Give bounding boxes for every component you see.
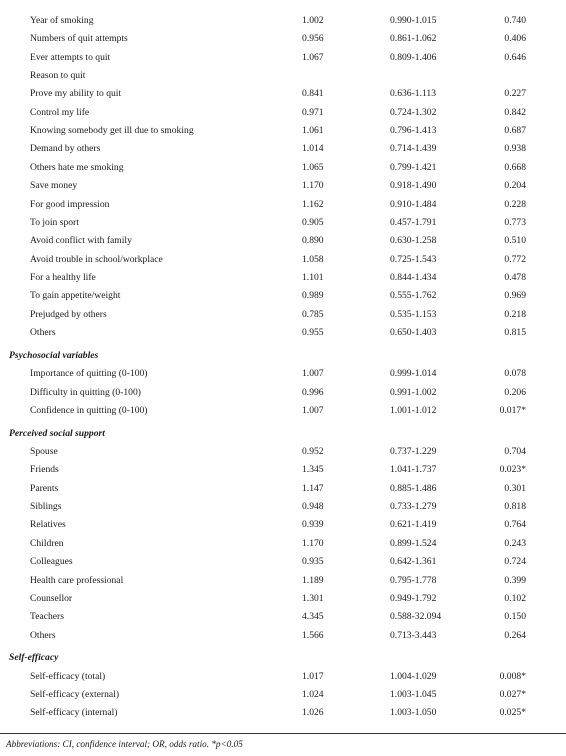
- table-row: [0, 124, 566, 138]
- p-value-cell: 0.687: [504, 125, 526, 137]
- row-label: Prejudged by others: [30, 308, 107, 320]
- row-label: Avoid conflict with family: [30, 235, 132, 247]
- odds-ratio-cell: 1.014: [302, 143, 324, 155]
- table-row: [0, 404, 566, 418]
- table-row: [0, 500, 566, 514]
- section-title: Psychosocial variables: [9, 349, 99, 361]
- row-label: Demand by others: [30, 143, 101, 155]
- table-row: [0, 271, 566, 285]
- confidence-interval-cell: 0.714-1.439: [390, 143, 437, 155]
- row-label: Self-efficacy (external): [30, 689, 120, 701]
- table-row: [0, 253, 566, 267]
- table-row: [0, 326, 566, 340]
- table-row: [0, 463, 566, 477]
- table-row: [0, 14, 566, 28]
- confidence-interval-cell: 0.910-1.484: [390, 198, 437, 210]
- section-title: Perceived social support: [9, 427, 105, 439]
- row-label: Siblings: [30, 501, 62, 513]
- odds-ratio-cell: 0.841: [302, 88, 324, 100]
- row-label: Children: [30, 537, 64, 549]
- row-label: For a healthy life: [30, 271, 96, 283]
- p-value-cell: 0.818: [504, 501, 526, 513]
- confidence-interval-cell: 1.041-1.737: [390, 464, 437, 476]
- row-label: Health care professional: [30, 574, 124, 586]
- confidence-interval-cell: 0.885-1.486: [390, 482, 437, 494]
- confidence-interval-cell: 0.636-1.113: [390, 88, 437, 100]
- row-label: Knowing somebody get ill due to smoking: [30, 125, 194, 137]
- p-value-cell: 0.228: [504, 198, 526, 210]
- odds-ratio-cell: 1.189: [302, 574, 324, 586]
- p-value-cell: 0.764: [504, 519, 526, 531]
- confidence-interval-cell: 1.004-1.029: [390, 670, 437, 682]
- confidence-interval-cell: 0.796-1.413: [390, 125, 437, 137]
- table-row: [0, 367, 566, 381]
- p-value-cell: 0.078: [504, 368, 526, 380]
- confidence-interval-cell: 0.844-1.434: [390, 271, 437, 283]
- row-label: Numbers of quit attempts: [30, 33, 128, 45]
- confidence-interval-cell: 0.535-1.153: [390, 308, 437, 320]
- table-row: [0, 610, 566, 624]
- p-value-cell: 0.204: [504, 180, 526, 192]
- odds-ratio-cell: 0.955: [302, 326, 324, 338]
- p-value-cell: 0.842: [504, 106, 526, 118]
- confidence-interval-cell: 0.737-1.229: [390, 446, 437, 458]
- table-row: [0, 289, 566, 303]
- confidence-interval-cell: 0.713-3.443: [390, 629, 437, 641]
- table-row: [0, 629, 566, 643]
- table-row: [0, 161, 566, 175]
- table-row: [0, 482, 566, 496]
- row-label: Control my life: [30, 106, 90, 118]
- odds-ratio-cell: 1.301: [302, 592, 324, 604]
- table-row: [0, 69, 566, 83]
- row-label: Prove my ability to quit: [30, 88, 122, 100]
- section-heading: [0, 349, 566, 363]
- table-row: [0, 51, 566, 65]
- row-label: Difficulty in quitting (0-100): [30, 386, 141, 398]
- p-value-cell: 0.023*: [499, 464, 526, 476]
- confidence-interval-cell: 0.861-1.062: [390, 33, 437, 45]
- confidence-interval-cell: 0.621-1.419: [390, 519, 437, 531]
- row-label: Relatives: [30, 519, 66, 531]
- confidence-interval-cell: 1.001-1.012: [390, 404, 437, 416]
- p-value-cell: 0.243: [504, 537, 526, 549]
- odds-ratio-cell: 0.948: [302, 501, 324, 513]
- row-label: Avoid trouble in school/workplace: [30, 253, 163, 265]
- row-label: Ever attempts to quit: [30, 51, 111, 63]
- row-label: To join sport: [30, 216, 79, 228]
- table-row: [0, 142, 566, 156]
- table-row: [0, 216, 566, 230]
- odds-ratio-cell: 1.147: [302, 482, 324, 494]
- p-value-cell: 0.815: [504, 326, 526, 338]
- confidence-interval-cell: 0.809-1.406: [390, 51, 437, 63]
- odds-ratio-cell: 1.024: [302, 689, 324, 701]
- odds-ratio-cell: 1.026: [302, 707, 324, 719]
- p-value-cell: 0.017*: [499, 404, 526, 416]
- p-value-cell: 0.399: [504, 574, 526, 586]
- confidence-interval-cell: 0.642-1.361: [390, 556, 437, 568]
- confidence-interval-cell: 0.588-32.094: [390, 611, 442, 623]
- p-value-cell: 0.938: [504, 143, 526, 155]
- row-label: Others hate me smoking: [30, 161, 124, 173]
- row-label: Others: [30, 326, 56, 338]
- p-value-cell: 0.478: [504, 271, 526, 283]
- p-value-cell: 0.668: [504, 161, 526, 173]
- p-value-cell: 0.227: [504, 88, 526, 100]
- confidence-interval-cell: 0.990-1.015: [390, 15, 437, 26]
- confidence-interval-cell: 0.918-1.490: [390, 180, 437, 192]
- p-value-cell: 0.724: [504, 556, 526, 568]
- section-heading: [0, 651, 566, 665]
- p-value-cell: 0.027*: [499, 689, 526, 701]
- p-value-cell: 0.740: [504, 15, 526, 26]
- odds-ratio-cell: 1.170: [302, 537, 324, 549]
- p-value-cell: 0.646: [504, 51, 526, 63]
- table-row: [0, 87, 566, 101]
- odds-ratio-cell: 1.058: [302, 253, 324, 265]
- section-title: Self-efficacy: [9, 652, 59, 664]
- p-value-cell: 0.102: [504, 592, 526, 604]
- odds-ratio-cell: 1.065: [302, 161, 324, 173]
- p-value-cell: 0.025*: [499, 707, 526, 719]
- row-label: To gain appetite/weight: [30, 290, 121, 302]
- row-label: Spouse: [30, 446, 58, 458]
- odds-ratio-cell: 1.345: [302, 464, 324, 476]
- row-label: Save money: [30, 180, 78, 192]
- confidence-interval-cell: 0.724-1.302: [390, 106, 437, 118]
- odds-ratio-cell: 0.971: [302, 106, 324, 118]
- table-row: [0, 234, 566, 248]
- p-value-cell: 0.510: [504, 235, 526, 247]
- confidence-interval-cell: 0.795-1.778: [390, 574, 437, 586]
- table-row: [0, 706, 566, 720]
- row-label: Counsellor: [30, 592, 73, 604]
- odds-ratio-cell: 4.345: [302, 611, 324, 623]
- p-value-cell: 0.773: [504, 216, 526, 228]
- odds-ratio-cell: 0.890: [302, 235, 324, 247]
- odds-ratio-cell: 1.061: [302, 125, 324, 137]
- row-label: Importance of quitting (0-100): [30, 368, 148, 380]
- row-label: Confidence in quitting (0-100): [30, 404, 148, 416]
- p-value-cell: 0.264: [504, 629, 526, 641]
- table-row: [0, 106, 566, 120]
- odds-ratio-cell: 1.067: [302, 51, 324, 63]
- table-row: [0, 445, 566, 459]
- table-row: [0, 518, 566, 532]
- odds-ratio-cell: 1.007: [302, 404, 324, 416]
- confidence-interval-cell: 0.949-1.792: [390, 592, 437, 604]
- table-row: [0, 537, 566, 551]
- table-row: [0, 574, 566, 588]
- odds-ratio-cell: 0.905: [302, 216, 324, 228]
- p-value-cell: 0.969: [504, 290, 526, 302]
- table-bottom-rule: [0, 733, 566, 734]
- odds-ratio-cell: 0.989: [302, 290, 324, 302]
- p-value-cell: 0.218: [504, 308, 526, 320]
- row-label: For good impression: [30, 198, 110, 210]
- confidence-interval-cell: 1.003-1.050: [390, 707, 437, 719]
- odds-ratio-cell: 0.956: [302, 33, 324, 45]
- table-row: [0, 32, 566, 46]
- confidence-interval-cell: 0.899-1.524: [390, 537, 437, 549]
- p-value-cell: 0.772: [504, 253, 526, 265]
- p-value-cell: 0.150: [504, 611, 526, 623]
- table-row: [0, 198, 566, 212]
- odds-ratio-cell: 1.566: [302, 629, 324, 641]
- row-label: Friends: [30, 464, 59, 476]
- row-label: Colleagues: [30, 556, 73, 568]
- odds-ratio-cell: 0.939: [302, 519, 324, 531]
- confidence-interval-cell: 0.555-1.762: [390, 290, 437, 302]
- confidence-interval-cell: 0.799-1.421: [390, 161, 437, 173]
- p-value-cell: 0.406: [504, 33, 526, 45]
- odds-ratio-cell: 0.952: [302, 446, 324, 458]
- p-value-cell: 0.008*: [499, 670, 526, 682]
- confidence-interval-cell: 0.630-1.258: [390, 235, 437, 247]
- p-value-cell: 0.301: [504, 482, 526, 494]
- row-label: Parents: [30, 482, 59, 494]
- confidence-interval-cell: 1.003-1.045: [390, 689, 437, 701]
- table-row: [0, 386, 566, 400]
- table-row: [0, 179, 566, 193]
- odds-ratio-cell: 1.007: [302, 368, 324, 380]
- odds-ratio-cell: 1.170: [302, 180, 324, 192]
- p-value-cell: 0.206: [504, 386, 526, 398]
- confidence-interval-cell: 0.650-1.403: [390, 326, 437, 338]
- odds-ratio-cell: 0.996: [302, 386, 324, 398]
- section-heading: [0, 427, 566, 441]
- odds-ratio-cell: 1.017: [302, 670, 324, 682]
- odds-ratio-cell: 0.785: [302, 308, 324, 320]
- row-label: Reason to quit: [30, 70, 86, 82]
- confidence-interval-cell: 0.457-1.791: [390, 216, 437, 228]
- confidence-interval-cell: 0.733-1.279: [390, 501, 437, 513]
- confidence-interval-cell: 0.725-1.543: [390, 253, 437, 265]
- table-row: [0, 670, 566, 684]
- p-value-cell: 0.704: [504, 446, 526, 458]
- row-label: Self-efficacy (internal): [30, 707, 118, 719]
- odds-ratio-cell: 1.002: [302, 15, 324, 26]
- table-footnote: Abbreviations: CI, confidence interval; OR, odds ratio. *p<0.05: [6, 739, 243, 749]
- table-row: [0, 688, 566, 702]
- confidence-interval-cell: 0.991-1.002: [390, 386, 437, 398]
- row-label: Teachers: [30, 611, 64, 623]
- row-label: Self-efficacy (total): [30, 670, 106, 682]
- table-row: [0, 592, 566, 606]
- odds-ratio-cell: 0.935: [302, 556, 324, 568]
- row-label: Others: [30, 629, 56, 641]
- odds-ratio-cell: 1.162: [302, 198, 324, 210]
- table-row: [0, 555, 566, 569]
- row-label: Year of smoking: [30, 15, 94, 26]
- confidence-interval-cell: 0.999-1.014: [390, 368, 437, 380]
- odds-ratio-cell: 1.101: [302, 271, 324, 283]
- table-row: [0, 308, 566, 322]
